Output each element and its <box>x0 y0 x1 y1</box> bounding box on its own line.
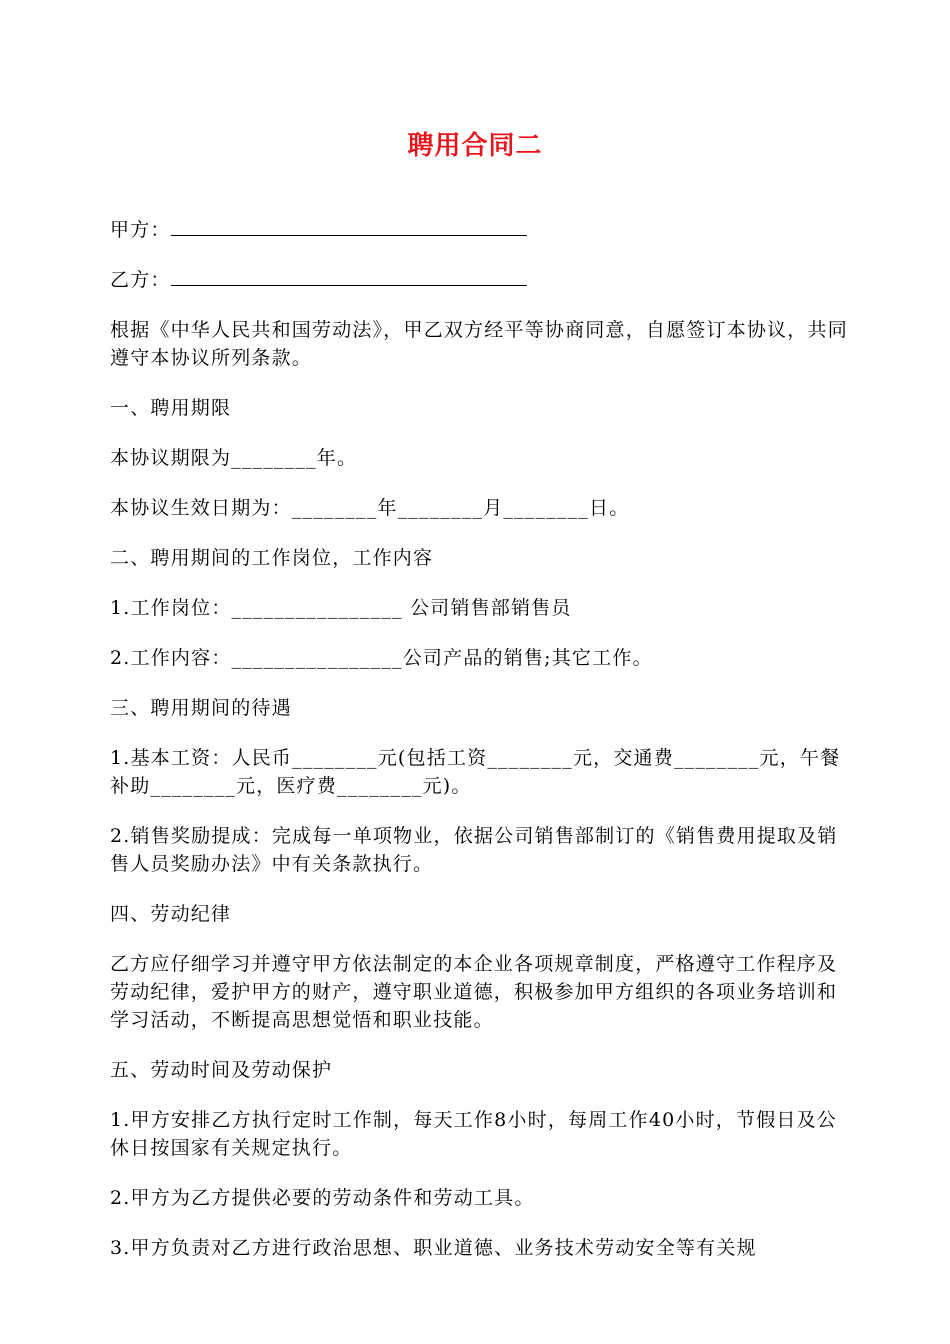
hours-paragraph: 1.甲方安排乙方执行定时工作制，每天工作8小时，每周工作40小时，节假日及公休日按国家有关规定执行。 <box>110 1109 837 1159</box>
document-title: 聘用合同二 <box>407 131 543 161</box>
document-body <box>110 216 854 1284</box>
party-a-blank[interactable] <box>171 217 527 236</box>
section-heading-discipline: 四、劳动纪律 <box>110 903 232 925</box>
training-paragraph: 3.甲方负责对乙方进行政治思想、职业道德、业务技术劳动安全等有关规 <box>110 1237 757 1259</box>
party-a-label: 甲方： <box>110 219 171 241</box>
base-salary-paragraph: 1.基本工资：人民币________元(包括工资________元，交通费________元，午餐补助________元，医疗费________元)。 <box>110 747 841 797</box>
party-b-blank[interactable] <box>171 267 527 286</box>
term-length-line: 本协议期限为________年。 <box>110 447 358 469</box>
commission-paragraph: 2.销售奖励提成：完成每一单项物业，依据公司销售部制订的《销售费用提取及销售人员奖励办法》中有关条款执行。 <box>110 825 838 875</box>
party-b-label: 乙方： <box>110 269 171 291</box>
duties-line: 2.工作内容：________________公司产品的销售;其它工作。 <box>110 647 653 669</box>
section-heading-hours: 五、劳动时间及劳动保护 <box>110 1059 333 1081</box>
intro-paragraph: 根据《中华人民共和国劳动法》，甲乙双方经平等协商同意，自愿签订本协议，共同遵守本协议所列条款。 <box>110 319 848 369</box>
position-line: 1.工作岗位：________________ 公司销售部销售员 <box>110 597 572 619</box>
party-a-field <box>110 216 854 244</box>
section-heading-position: 二、聘用期间的工作岗位，工作内容 <box>110 547 434 569</box>
effective-date-line: 本协议生效日期为：________年________月________日。 <box>110 497 630 519</box>
conditions-paragraph: 2.甲方为乙方提供必要的劳动条件和劳动工具。 <box>110 1187 535 1209</box>
section-heading-term: 一、聘用期限 <box>110 397 232 419</box>
party-b-field <box>110 266 854 294</box>
discipline-paragraph: 乙方应仔细学习并遵守甲方依法制定的本企业各项规章制度，严格遵守工作程序及劳动纪律，爱护甲方的财产，遵守职业道德，积极参加甲方组织的各项业务培训和学习活动，不断提高思想觉悟和职业技能。 <box>110 953 838 1031</box>
section-heading-compensation: 三、聘用期间的待遇 <box>110 697 292 719</box>
